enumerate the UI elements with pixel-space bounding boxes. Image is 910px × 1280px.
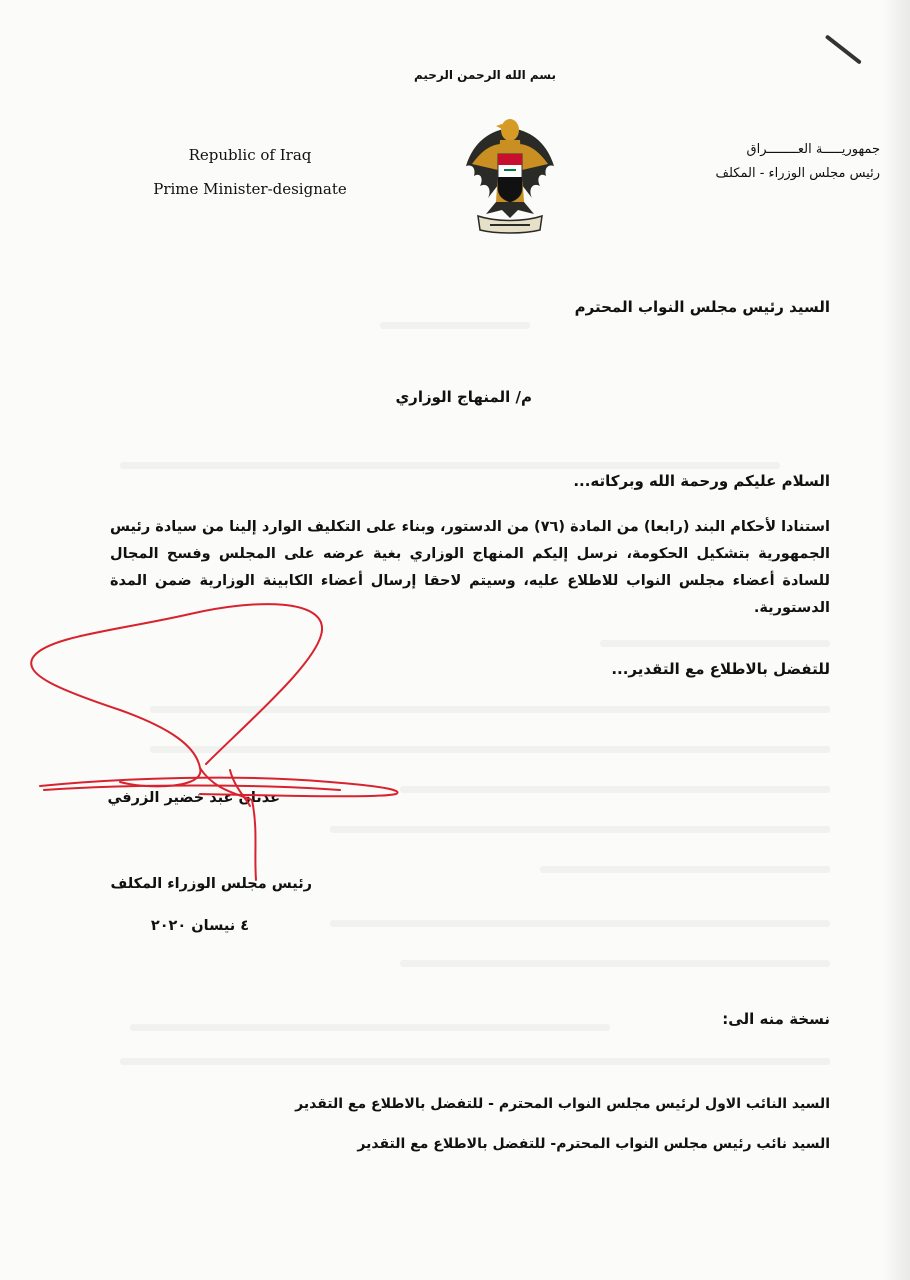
signatory-title: رئيس مجلس الوزراء المكلف (110, 876, 312, 892)
copy-recipient-item: السيد نائب رئيس مجلس النواب المحترم- للتفضل بالاطلاع مع التقدير (357, 1136, 830, 1152)
greeting-line: السلام عليكم ورحمة الله وبركاته... (573, 472, 830, 490)
show-through-line (540, 866, 830, 873)
header-english-line1: Republic of Iraq (188, 146, 312, 164)
header-arabic-line1: جمهوريـــــة العــــــــراق (746, 142, 880, 157)
copy-recipient-item: السيد النائب الاول لرئيس مجلس النواب المحترم - للتفضل بالاطلاع مع التقدير (295, 1096, 830, 1112)
header-english-line2: Prime Minister-designate (153, 180, 347, 198)
show-through-line (380, 322, 530, 329)
copy-to-heading: نسخة منه الى: (722, 1010, 830, 1028)
show-through-line (120, 1058, 830, 1065)
handwritten-signature (0, 590, 420, 890)
show-through-line (600, 640, 830, 647)
show-through-line (330, 826, 830, 833)
show-through-line (400, 786, 830, 793)
signature-date: ٤ نيسان ٢٠٢٠ (150, 918, 250, 934)
iraq-eagle-emblem-icon (462, 110, 558, 236)
basmala: بسم الله الرحمن الرحيم (413, 68, 557, 82)
show-through-line (150, 706, 830, 713)
scan-corner-mark (825, 34, 862, 64)
subject-line: م/ المنهاج الوزاري (395, 388, 532, 406)
scan-shadow (882, 0, 910, 1280)
addressee-line: السيد رئيس مجلس النواب المحترم (574, 298, 830, 316)
signatory-name: عدنان عبد خضير الزرفي (107, 790, 280, 806)
show-through-line (400, 960, 830, 967)
letter-body-paragraph: استنادا لأحكام البند (رابعا) من المادة (٧٦) من الدستور، وبناء على التكليف الوارد إلينا من سيادة رئيس الجمهورية بتشكيل الحكومة، نرسل إليكم المنهاج الوزاري بغية عرضه على المجلس وفسح المجال للسادة أعضاء مجلس النواب للاطلاع عليه، وسيتم لاحقا إرسال أعضاء الكابينة الوزارية ضمن المدة الدستورية. (110, 519, 830, 616)
show-through-line (330, 920, 830, 927)
show-through-line (150, 746, 830, 753)
closing-line: للتفضل بالاطلاع مع التقدير... (611, 660, 830, 678)
header-arabic-line2: رئيس مجلس الوزراء - المكلف (715, 166, 880, 181)
show-through-line (120, 462, 780, 469)
